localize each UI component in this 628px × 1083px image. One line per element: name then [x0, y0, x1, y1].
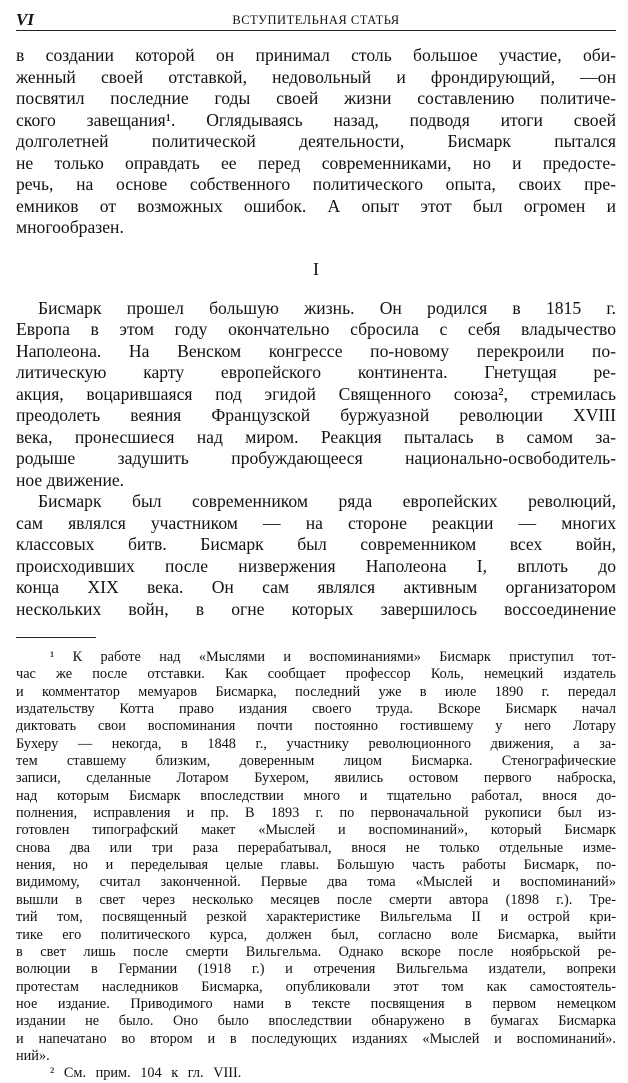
text-line: акция, воцарившаяся под эгидой Священного союза², стремилась [16, 383, 616, 404]
footnote-line: записи, сделанные Лотаром Бухером, явились остовом первого наброска, [16, 770, 616, 787]
footnote-line: тем ставшему близким, доверенным лицом Бисмарка. Стенографические [16, 753, 616, 770]
text-line: литическую карту европейского континента. Гнетущая ре- [16, 362, 616, 382]
text-line: классовых битв. Бисмарк был современником всех войн, [16, 534, 616, 554]
footnote-line: тий том, посвященный резкой характеристике Вильгельма II и острой кри- [16, 909, 616, 926]
footnote-line: в свет лишь после смерти Вильгельма. Однако вскоре после ноябрьской ре- [16, 943, 616, 960]
footnote-2 [16, 1065, 616, 1082]
section-heading: I [313, 258, 319, 279]
footnote-line: над которым Бисмарк впоследствии много и тщательно работал, внося до- [16, 787, 616, 804]
text-line: Европа в этом году окончательно сбросила с себя владычество [16, 319, 616, 339]
footnote-line: диктовать свои воспоминания почти постоянно гостившему у него Лотару [16, 718, 616, 735]
footnote-line: издательству Котта право издания своего труда. Вскоре Бисмарк начал [16, 701, 616, 718]
footnote-separator [16, 637, 96, 638]
footnote-line: тике его политического курса, должен был, согласно воле Бисмарка, выйти [16, 926, 616, 943]
footnote-1 [16, 649, 616, 1065]
footnote-line: нения, но и переделывая целые главы. Большую часть работы Бисмарк, по- [16, 857, 616, 874]
footnote-line: ¹ К работе над «Мыслями и воспоминаниями» Бисмарк приступил тот- [50, 649, 616, 665]
footnote-line: ² См. прим. 104 к гл. VIII. [50, 1065, 242, 1082]
text-line: ное движение. [16, 469, 125, 490]
footnote-line: видимому, считал законченной. Первые два тома «Мыслей и воспоминаний» [16, 874, 616, 891]
text-line: не только оправдать ее перед современниками, но и предосте- [16, 152, 616, 173]
paragraph-2 [16, 491, 616, 620]
page [16, 10, 616, 1083]
text-line: посвятил последние годы своей жизни составлению политиче- [16, 88, 616, 108]
text-line: в создании которой он принимал столь большое участие, оби- [16, 45, 616, 65]
paragraph-1 [16, 298, 616, 492]
footnote-line: полнения, исправления и пр. В 1893 г. по первоначальной рукописи был из- [16, 805, 616, 822]
footnote-line: и напечатано во втором и в последующих изданиях «Мыслей и воспоминаний». [16, 1030, 616, 1047]
intro-paragraph [16, 45, 616, 239]
text-line: женный своей отставкой, недовольный и фрондирующий, —он [16, 66, 616, 87]
footnote-line: ное издание. Приводимого нами в тексте посвящения в первом немецком [16, 995, 616, 1012]
text-line: емников от возможных ошибок. А опыт этот был огромен и [16, 195, 616, 216]
text-line: Бисмарк был современником ряда европейских революций, [38, 491, 616, 511]
footnote-line: и комментатор мемуаров Бисмарка, последний уже в июле 1890 г. передал [16, 683, 616, 700]
text-line: Бисмарк прошел большую жизнь. Он родился в 1815 г. [38, 297, 616, 318]
text-line: преодолеть веяния Французской буржуазной революции XVIII [16, 405, 616, 425]
text-line: долголетней политической деятельности, Бисмарк пытался [16, 131, 616, 151]
footnote-line: ний». [16, 1047, 50, 1064]
text-line: происходивших после низвержения Наполеона I, вплоть до [16, 555, 616, 576]
footnote-line: Бухеру — некогда, в 1848 г., участнику революционного движения, а за- [16, 735, 616, 752]
text-line: многообразен. [16, 217, 124, 237]
text-line: нескольких войн, в огне которых завершилось воссоединение [16, 598, 616, 619]
footnote-line: протестам наследников Бисмарка, опубликовали этот том как самостоятель- [16, 978, 616, 995]
footnote-line: издании не было. Оно было впоследствии обнаружено в бумагах Бисмарка [16, 1013, 616, 1030]
footnote-line: готовлен типографский макет «Мыслей и воспоминаний», который Бисмарк [16, 822, 616, 839]
running-title: ВСТУПИТЕЛЬНАЯ СТАТЬЯ [232, 13, 400, 27]
footnote-line: волюции в Германии (1918 г.) и отречения Вильгельма издатели, вопреки [16, 961, 616, 978]
page-number: VI [16, 10, 34, 29]
text-line: сам являлся участником — на стороне реакции — многих [16, 512, 616, 533]
text-line: конца XIX века. Он сам являлся активным организатором [16, 577, 616, 597]
footnote-line: вышли в свет через несколько месяцев после смерти автора (1898 г.). Тре- [16, 891, 616, 908]
text-line: речь, на основе собственного политического опыта, своих пре- [16, 174, 616, 194]
footnote-line: час же после отставки. Как сообщает профессор Коль, немецкий издатель [16, 666, 616, 683]
text-line: родыше задушить пробуждающееся национально-освободитель- [16, 448, 616, 468]
footnote-line: снова два или три раза перерабатывал, внося не только отдельные изме- [16, 839, 616, 856]
text-line: ского завещания¹. Оглядываясь назад, подводя итоги своей [16, 109, 616, 130]
text-line: века, пронесшиеся над миром. Реакция пыталась в самом за- [16, 426, 616, 447]
text-line: Наполеона. На Венском конгрессе по-новому перекроили по- [16, 340, 616, 361]
running-header [16, 10, 616, 31]
